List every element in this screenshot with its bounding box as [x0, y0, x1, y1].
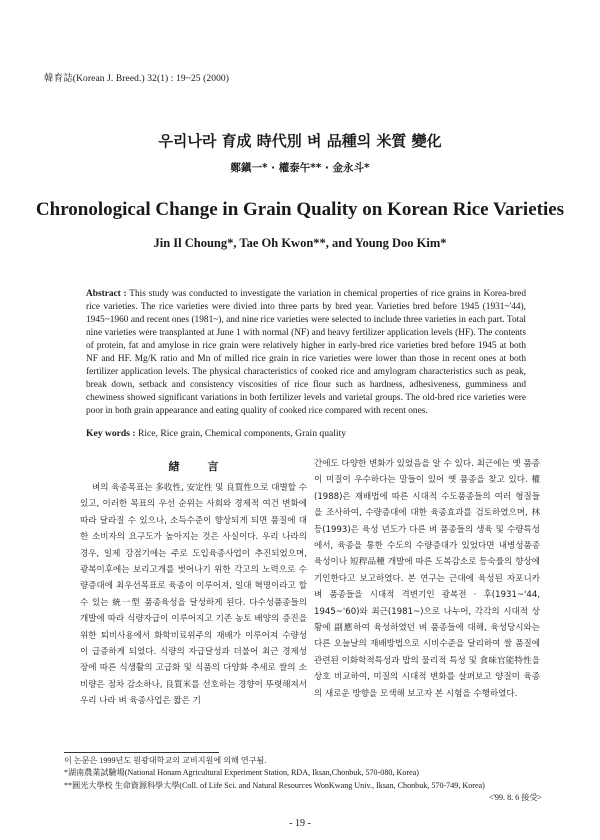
abstract: [86, 288, 526, 418]
received-date: <'99. 8. 6 接受>: [488, 793, 542, 803]
footnote-affiliation-2: **圓光大學校 生命資源科學大學(Coll. of Life Sci. and Natural Resources WonKwang Univ., Iksan, Chonbuk, 570-749, Korea): [64, 780, 485, 790]
korean-title: 우리나라 育成 時代別 벼 品種의 米質 變化: [158, 132, 442, 150]
section-heading: 緖言: [168, 460, 247, 473]
abstract-label: Abstract :: [86, 289, 127, 299]
english-title: Chronological Change in Grain Quality on Korean Rice Varieties: [35, 199, 565, 220]
footnote-funding: 이 논문은 1999년도 원광대학교의 교비지원에 의해 연구됨.: [64, 756, 267, 765]
footnotes: [64, 755, 550, 805]
footnote-affiliation-1: *湖南農業試驗場(National Honam Agricultural Experiment Station, RDA, Iksan,Chonbuk, 570-080, Korea): [64, 768, 419, 778]
abstract-text: This study was conducted to investigate the variation in chemical properties of rice grains in Korea-bred rice varieties. The rice varieties were divied into three parts by bred year. Varieties bred before 1945 (1931~'44), 1945~1960 and recent ones (1981~), and nine rice varieties were selected to include three varieties in each part. Total nine varieties were transplanted at June 1 with normal (NF) and heavy fertilizer application levels (HF). The contents of protein, fat and amylose in rice grain were relatively higher in early-bred rice varieties bred before 1945 at both NF and HF. Mg/K ratio and Mn of milled rice grain in rice varieties were lower than those in recent ones at both fertilizer application levels. The physical characteristics of cooked rice and amylogram characteristics such as peak, break down, setback and consistency viscosities of rice flour such as hardness, adhesiveness, gumminess and chewiness showed significant variations in both fertilizer levels and varietal groups. The old-bred rice varieties were poor in both grain appearance and eating quality of cooked rice compared with recent ones.: [86, 289, 526, 417]
body-right-column: 간에도 다양한 변화가 있었음을 알 수 있다. 최근에는 옛 품종이 미질이 우수하다는 말들이 있어 옛 품종을 찾고 있다. 權(1988)은 재배법에 따른 시대적 수도품종들의 여러 형질들을 조사하여, 수량증대에 대한 육종효과를 검토하였으며, 林 등(1993)은 육성 년도가 다른 벼 품종들의 생육 및 수량특성에서, 육종을 통한 수도의 수량증대가 있었다면 내병성품종 육성이나 短稈品種 개발에 따른 도복감소로 등숙률의 향상에 기인한다고 보고하였다. 본 연구는 근대에 육성된 자포니카 벼 품종들을 시대적 격변기인 광복전 · 후(1931~'44, 1945~'60)와 최근(1981~)으로 나누어, 각각의 시대적 상황에 副應하여 육성하였던 벼 품종들에 대해, 육성당시와는 다른 오늘날의 재배방법으로 시비수준을 달리하여 쌀 품질에 관련된 이화학적특성과 밥의 물리적 특성 및 食味官能特性을 상호 비교하여, 미질의 시대적 변화를 살펴보고 양질미 육종의 새로운 방향을 모색해 보고자 본 시험을 수행하였다.: [314, 459, 540, 699]
keywords-text: Rice, Rice grain, Chemical components, Grain quality: [137, 428, 347, 439]
page-number: - 19 -: [289, 818, 311, 829]
footnote-divider: [64, 752, 219, 753]
body-left-column: 벼의 육종목표는 多收性, 安定性 및 良質性으로 대별할 수 있고, 이러한 목표의 우선 순위는 사회와 경제적 여건 변화에 따라 달라질 수 있으나, 소득수준이 향상되게 되면 품질에 대한 소비자의 요구도가 높아지는 것은 사실이다. 우리 나라의 경우, 일제 강점기에는 주로 도입육종사업이 추진되었으며, 광복이후에는 보리고개를 벗어나기 위한 각고의 노력으로 수량증대에 최우선목표로 육종이 이루어져, 일대 혁명이라고 할 수 있는 統一型 품종육성을 달성하게 된다. 다수성품종들의 개발에 따라 식량자급이 이루어지고 기존 농토 배양의 증진을 위한 퇴비사용에서 화학비료위주의 재배가 이루어져 수량성이 급증하게 되었다. 식량의 자급달성과 더불어 최근 경제성장에 따른 식생활의 고급화 및 식품의 다양화 추세로 쌀의 소비량은 점차 감소하나, 良質米를 선호하는 경향이 뚜렷해져서 우리 나라 벼 육종사업은 짧은 기: [80, 483, 307, 707]
keywords: [86, 428, 526, 439]
journal-header: 韓育誌(Korean J. Breed.) 32(1) : 19~25 (2000): [44, 74, 230, 84]
korean-authors: 鄭鎭一* · 權泰午** · 金永斗*: [230, 162, 370, 174]
english-authors: Jin Il Choung*, Tae Oh Kwon**, and Young Doo Kim*: [153, 236, 447, 250]
keywords-label: Key words :: [86, 428, 136, 439]
